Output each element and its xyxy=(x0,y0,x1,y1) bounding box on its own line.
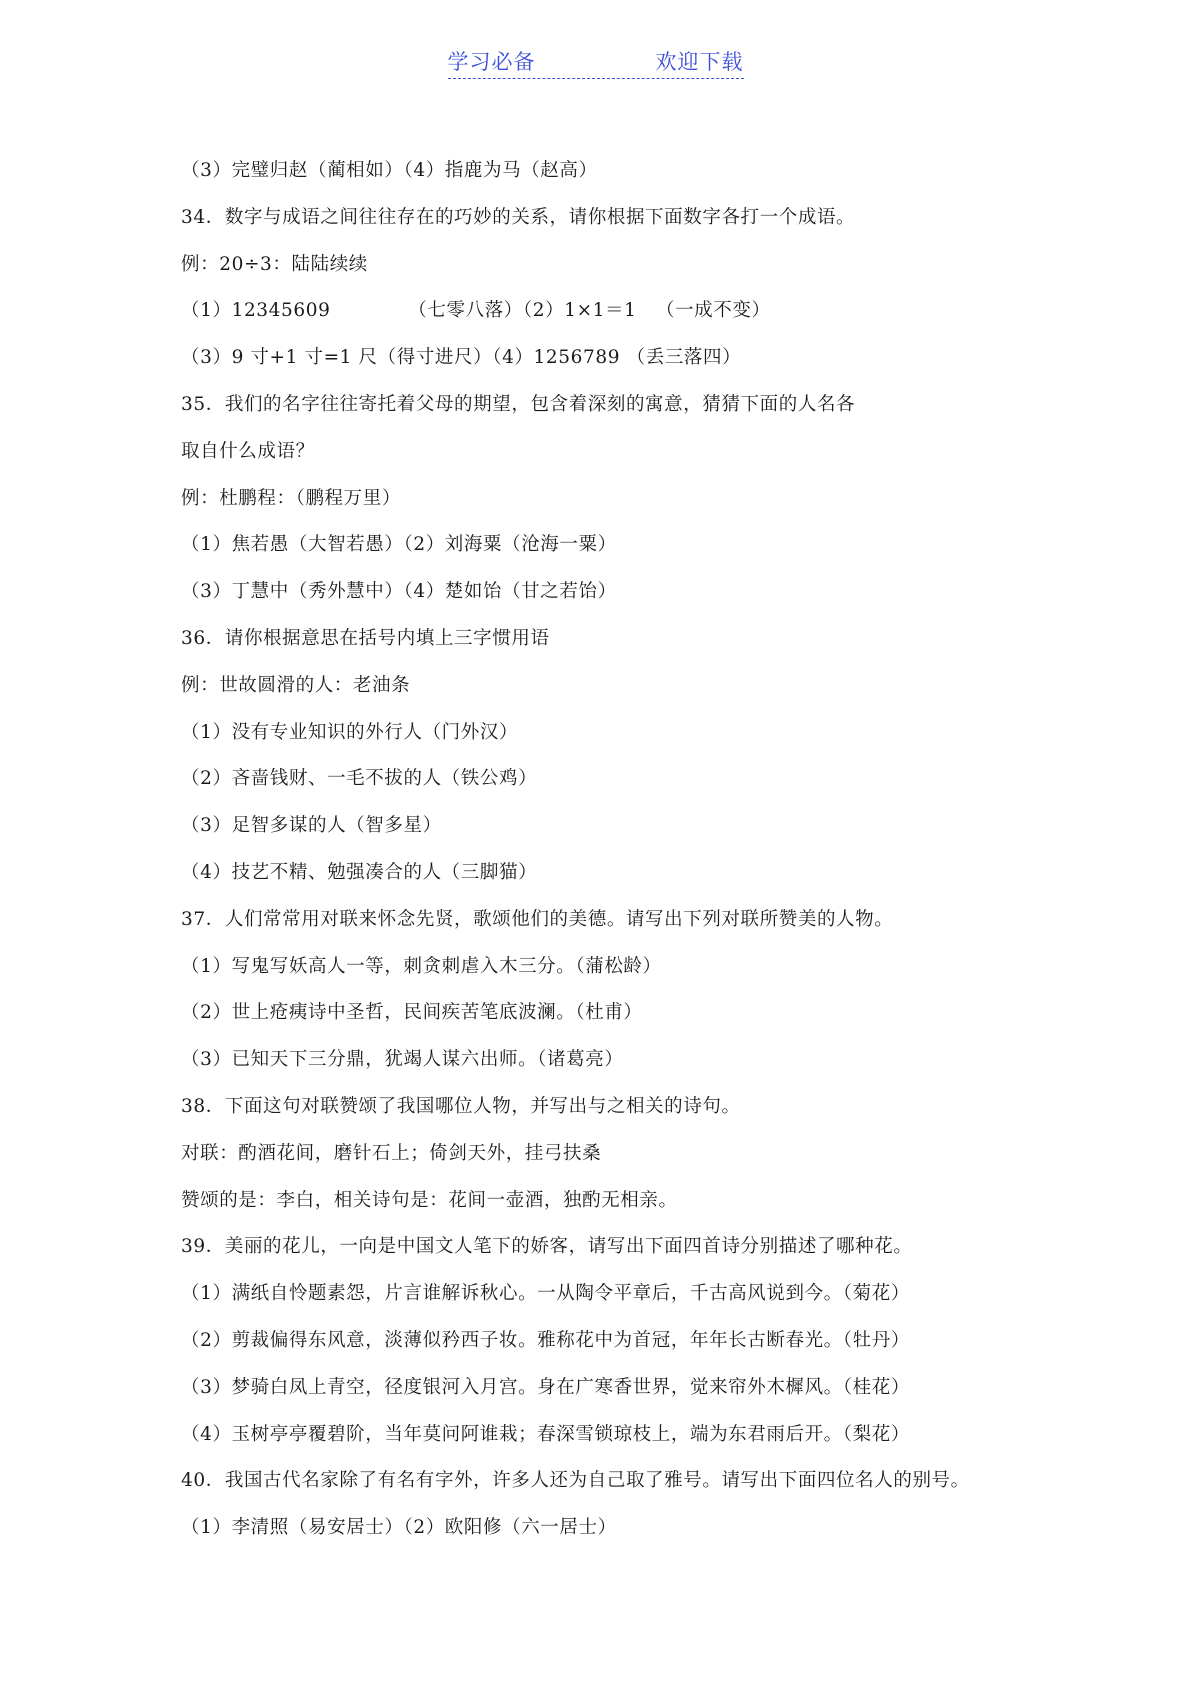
document-body xyxy=(181,148,1061,1552)
text-line: 例：世故圆滑的人：老油条 xyxy=(181,674,411,696)
text-line: （1）写鬼写妖高人一等，刺贪刺虐入木三分。（蒲松龄） xyxy=(181,955,662,977)
text-line: （2）吝啬钱财、一毛不拔的人（铁公鸡） xyxy=(181,768,538,790)
text-line: （3）丁慧中（秀外慧中）（4）楚如饴（甘之若饴） xyxy=(181,581,617,603)
question-40: 40．我国古代名家除了有名有字外，许多人还为自己取了雅号。请写出下面四位名人的别号。 xyxy=(181,1470,970,1492)
text-line: （3）梦骑白凤上青空，径度银河入月宫。身在广寒香世界，觉来帘外木樨风。（桂花） xyxy=(181,1376,910,1398)
text-line: （3）完璧归赵（蔺相如）（4）指鹿为马（赵高） xyxy=(181,160,598,181)
text-line: 赞颂的是：李白，相关诗句是：花间一壶酒，独酌无相亲。 xyxy=(181,1189,678,1211)
text-line: （3）9 寸+1 寸=1 尺（得寸进尺）（4）1256789 （丢三落四） xyxy=(181,347,742,369)
text-line: （1）满纸自怜题素怨，片言谁解诉秋心。一从陶令平章后，千古高风说到今。（菊花） xyxy=(181,1283,910,1305)
text-line: （2）世上疮痍诗中圣哲，民间疾苦笔底波澜。（杜甫） xyxy=(181,1002,643,1024)
question-37: 37．人们常常用对联来怀念先贤，歌颂他们的美德。请写出下列对联所赞美的人物。 xyxy=(181,908,894,930)
text-line: （1）李清照（易安居士）（2）欧阳修（六一居士） xyxy=(181,1517,617,1539)
text-line: （4）技艺不精、勉强凑合的人（三脚猫） xyxy=(181,861,538,883)
text-line: 对联：酌酒花间，磨针石上；倚剑天外，挂弓扶桑 xyxy=(181,1142,602,1164)
question-35: 35．我们的名字往往寄托着父母的期望，包含着深刻的寓意，猜猜下面的人名各 xyxy=(181,393,856,415)
header-left-text: 学习必备 xyxy=(447,50,536,74)
question-38: 38．下面这句对联赞颂了我国哪位人物，并写出与之相关的诗句。 xyxy=(181,1095,741,1117)
text-line: （1）焦若愚（大智若愚）（2）刘海粟（沧海一粟） xyxy=(181,534,617,556)
text-line: 例：20÷3：陆陆续续 xyxy=(181,253,368,275)
text-line: （3）已知天下三分鼎，犹竭人谋六出师。（诸葛亮） xyxy=(181,1049,624,1071)
text-line: 例：杜鹏程：（鹏程万里） xyxy=(181,487,401,509)
text-line: （3）足智多谋的人（智多星） xyxy=(181,815,442,837)
question-39: 39．美丽的花儿，一向是中国文人笔下的娇客，请写出下面四首诗分别描述了哪种花。 xyxy=(181,1236,913,1258)
page-header xyxy=(0,46,1191,79)
text-line: （1）12345609 （七零八落）（2）1×1＝1 （一成不变） xyxy=(181,300,771,322)
header-banner xyxy=(448,46,744,79)
text-line: （1）没有专业知识的外行人（门外汉） xyxy=(181,721,519,743)
header-right-text: 欢迎下载 xyxy=(655,50,744,74)
question-36: 36．请你根据意思在括号内填上三字惯用语 xyxy=(181,627,550,649)
text-line: （2）剪裁偏得东风意，淡薄似矜西子妆。雅称花中为首冠，年年长古断春光。（牡丹） xyxy=(181,1329,910,1351)
question-34: 34．数字与成语之间往往存在的巧妙的关系，请你根据下面数字各打一个成语。 xyxy=(181,206,856,228)
text-line: 取自什么成语？ xyxy=(181,440,315,462)
text-line: （4）玉树亭亭覆碧阶，当年莫问阿谁栽；春深雪锁琼枝上，端为东君雨后开。（梨花） xyxy=(181,1423,910,1445)
